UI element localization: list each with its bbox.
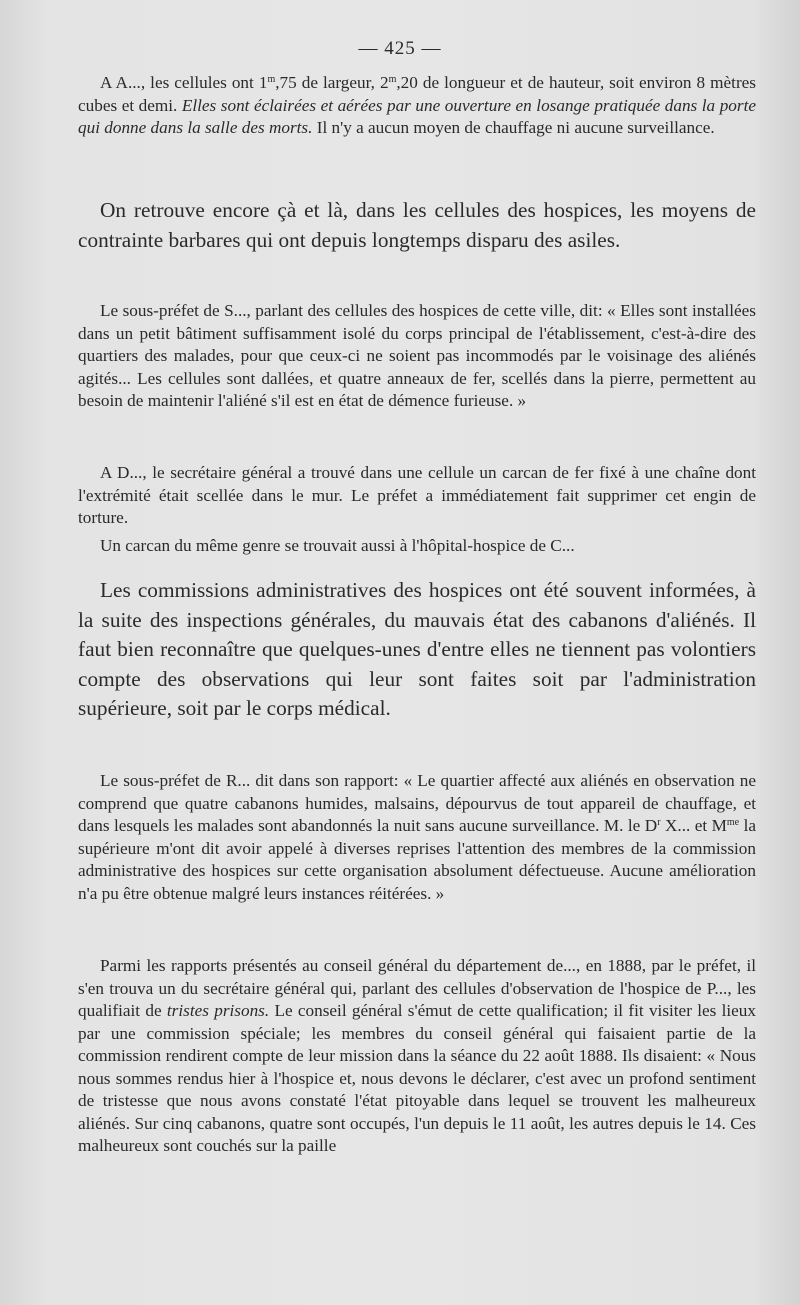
abbreviation-superscript: r: [657, 817, 661, 828]
paragraph-conseil-general: [78, 955, 756, 1158]
paragraph-text: [78, 955, 756, 1158]
paragraph-text: On retrouve encore çà et là, dans les cellules des hospices, les moyens de contrainte barbares qui ont depuis longtemps disparu des asiles.: [78, 198, 756, 252]
text-run: la supérieure m'ont dit avoir appelé à diverses reprises l'attention des membres de la commission administrative des hospices sur cette organisation absolument défectueuse. Aucune amélioration n'a pu être obtenue malgré leurs instances réitérées. »: [78, 816, 756, 903]
paragraph-sous-prefet-s: [78, 300, 756, 413]
paragraph-carcan-d: [78, 462, 756, 530]
text-run: Le conseil général s'émut de cette qualification; il fit visiter les lieux par une commission spéciale; les membres du conseil général qui faisaient partie de la commission rendirent compte de leur mission dans la séance du 22 août 1888. Ils disaient: « Nous nous sommes rendus hier à l'hospice et, nous devons le déclarer, c'est avec un profond sentiment de tristesse que nous avons constaté l'état pitoyable dans lequel se trouvent les malheureux aliénés. Sur cinq cabanons, quatre sont occupés, l'un depuis le 11 août, les autres depuis le 14. Ces malheureux sont couchés sur la paille: [78, 1001, 756, 1155]
text-run: ,20 de longueur et de hauteur, soit environ 8 mètres cubes et demi.: [78, 73, 756, 115]
paragraph-commissions: [78, 576, 756, 724]
paragraph-cellules-a: [78, 72, 756, 140]
paragraph-text: [78, 770, 756, 905]
text-run: X... et M: [660, 816, 727, 835]
paragraph-text: Un carcan du même genre se trouvait aussi à l'hôpital-hospice de C...: [100, 536, 575, 555]
paragraph-sous-prefet-r: [78, 770, 756, 905]
text-run: Il n'y a aucun moyen de chauffage ni aucune surveillance.: [312, 118, 715, 137]
paragraph-text: A D..., le secrétaire général a trouvé dans une cellule un carcan de fer fixé à une chaîne dont l'extrémité était scellée dans le mur. Le préfet a immédiatement fait supprimer cet engin de torture.: [78, 463, 756, 527]
paragraph-moyens-contrainte: [78, 196, 756, 255]
italic-passage: Elles sont éclairées et aérées par une ouverture en losange pratiquée dans la porte qui donne dans la salle des morts.: [78, 95, 756, 137]
text-run: A A..., les cellules ont 1: [100, 73, 268, 92]
unit-superscript: m: [267, 74, 276, 85]
italic-passage: tristes prisons.: [166, 1001, 270, 1020]
abbreviation-superscript: me: [726, 817, 740, 828]
unit-superscript: m: [388, 74, 397, 85]
paragraph-carcan-c: [78, 535, 756, 558]
text-run: ,75 de largeur, 2: [275, 73, 389, 92]
text-run: Parmi les rapports présentés au conseil général du département de..., en 1888, par le préfet, il s'en trouva un du secrétaire général qui, parlant des cellules d'observation de l'hospice de P..., les qualifiait de: [78, 956, 756, 1020]
paragraph-text: Les commissions administratives des hospices ont été souvent informées, à la suite des inspections générales, du mauvais état des cabanons d'aliénés. Il faut bien reconnaître que quelques-unes d'entre elles ne tiennent pas volontiers compte des observations qui leur sont faites soit par l'administration supérieure, soit par le corps médical.: [78, 578, 756, 720]
text-run: Le sous-préfet de R... dit dans son rapport: « Le quartier affecté aux aliénés en observation ne comprend que quatre cabanons humides, malsains, dépourvus de tout appareil de chauffage, et dans lesquels les malades sont abandonnés la nuit sans aucune surveillance. M. le D: [78, 771, 756, 835]
paragraph-text: [78, 72, 756, 140]
paragraph-text: Le sous-préfet de S..., parlant des cellules des hospices de cette ville, dit: « Elles sont installées dans un petit bâtiment suffisamment isolé du corps principal de l'établissement, c'est-à-dire des quartiers des malades, pour que ceux-ci ne soient pas incommodés par le voisinage des aliénés agités... Les cellules sont dallées, et quatre anneaux de fer, scellés dans la pierre, permettent au besoin de maintenir l'aliéné s'il est en état de démence furieuse. »: [78, 301, 756, 410]
page-number: — 425 —: [358, 38, 442, 59]
